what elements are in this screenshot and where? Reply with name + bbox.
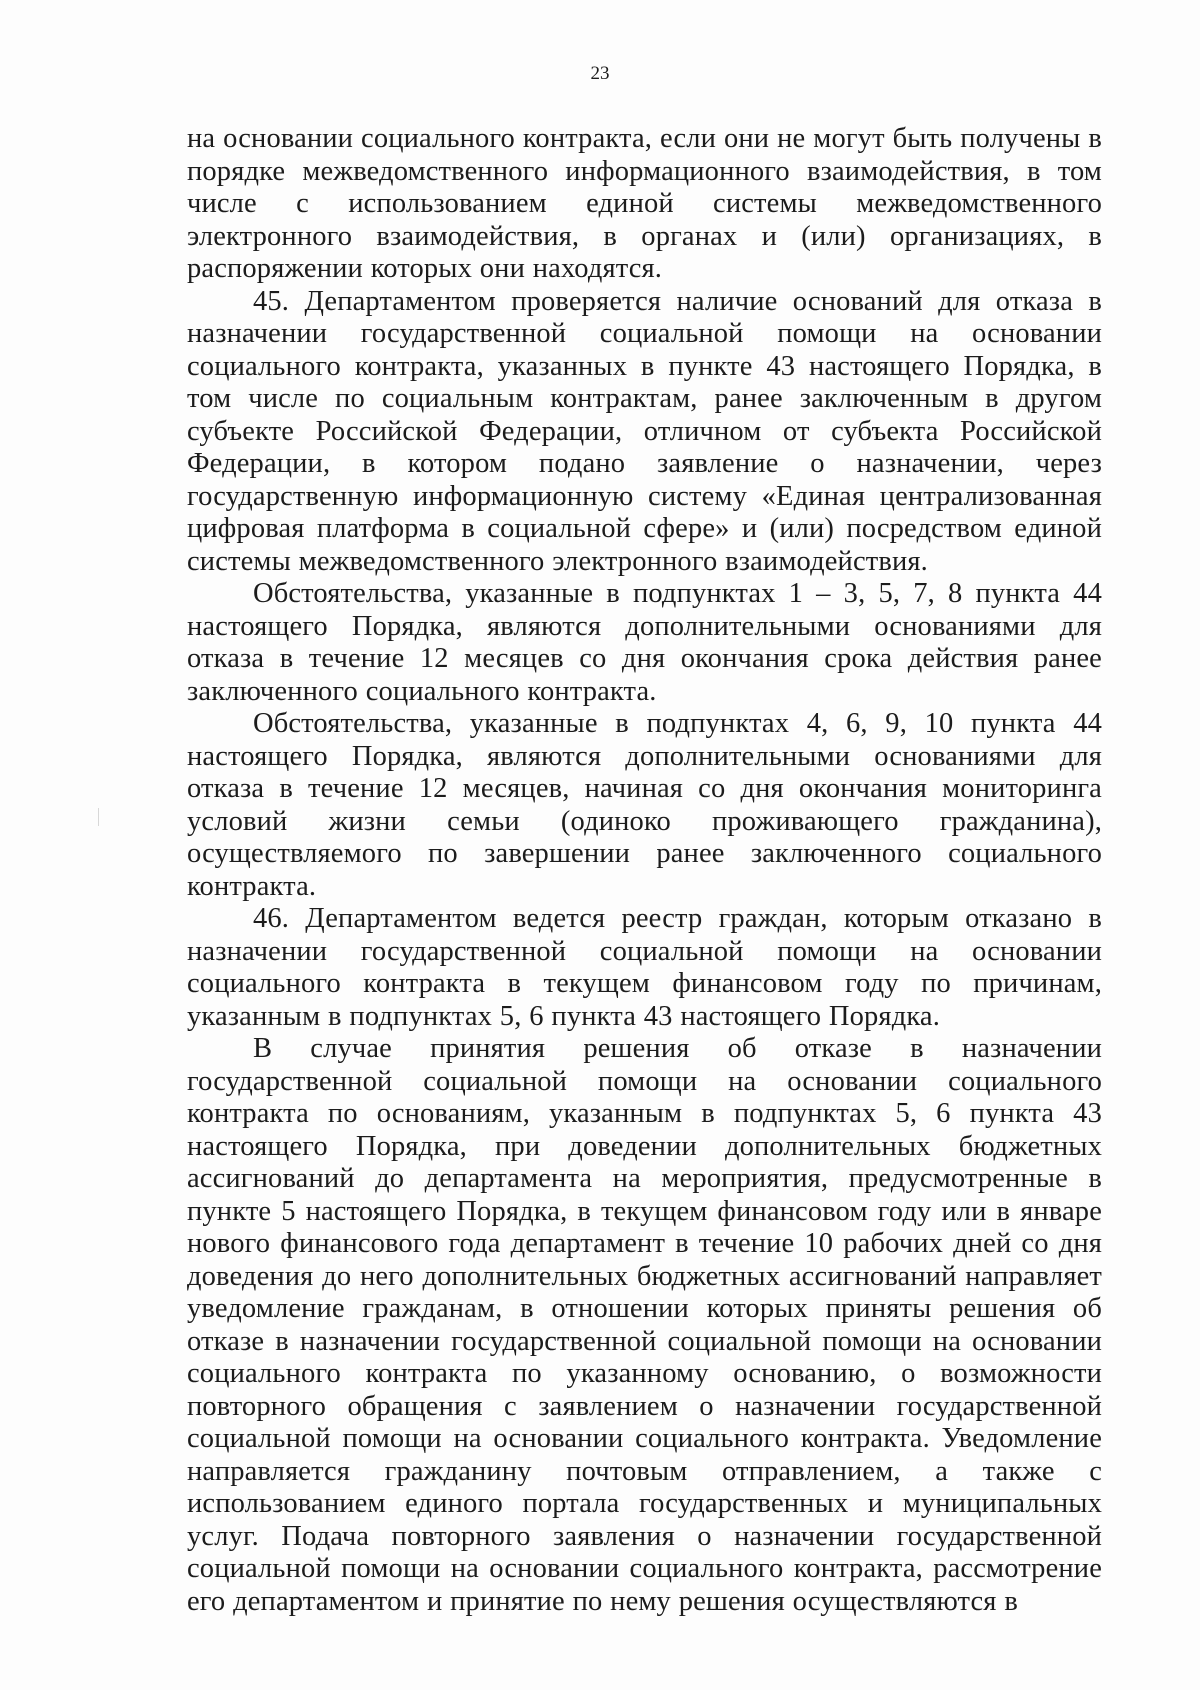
paragraph-circumstances-2: Обстоятельства, указанные в подпунктах 4, 6, 9, 10 пункта 44 настоящего Порядка, являются дополнительными основаниями для отказа в течение 12 месяцев, начиная со дня окончания мониторинга условий жизни семьи (одиноко проживающего гражданина), осуществляемого по завершении ранее заключенного социального контракта. — [187, 708, 1102, 902]
paragraph-circumstances-1: Обстоятельства, указанные в подпунктах 1 – 3, 5, 7, 8 пункта 44 настоящего Порядка, являются дополнительными основаниями для отказа в течение 12 месяцев со дня окончания срока действия ранее заключенного социального контракта. — [187, 578, 1102, 707]
paragraph-continuation: на основании социального контракта, если они не могут быть получены в порядке межведомственного информационного взаимодействия, в том числе с использованием единой системы межведомственного электронного взаимодействия, в органах и (или) организациях, в распоряжении которых они находятся. — [187, 123, 1102, 284]
paragraph-item-46: 46. Департаментом ведется реестр граждан, которым отказано в назначении государственной социальной помощи на основании социального контракта в текущем финансовом году по причинам, указанным в подпунктах 5, 6 пункта 43 настоящего Порядка. — [187, 903, 1102, 1032]
paragraph-refusal-case: В случае принятия решения об отказе в назначении государственной социальной помощи на основании социального контракта по основаниям, указанным в подпунктах 5, 6 пункта 43 настоящего Порядка, при доведении дополнительных бюджетных ассигнований до департамента на мероприятия, предусмотренные в пункте 5 настоящего Порядка, в текущем финансовом году или в январе нового финансового года департамент в течение 10 рабочих дней со дня доведения до него дополнительных бюджетных ассигнований направляет уведомление гражданам, в отношении которых приняты решения об отказе в назначении государственной социальной помощи на основании социального контракта по указанному основанию, о возможности повторного обращения с заявлением о назначении государственной социальной помощи на основании социального контракта. Уведомление направляется гражданину почтовым отправлением, а также с использованием единого портала государственных и муниципальных услуг. Подача повторного заявления о назначении государственной социальной помощи на основании социального контракта, рассмотрение его департаментом и принятие по нему решения осуществляются в — [187, 1033, 1102, 1617]
page-number: 23 — [590, 63, 610, 84]
margin-mark — [98, 808, 99, 826]
document-body — [187, 123, 1102, 1618]
paragraph-item-45: 45. Департаментом проверяется наличие оснований для отказа в назначении государственной социальной помощи на основании социального контракта, указанных в пункте 43 настоящего Порядка, в том числе по социальным контрактам, ранее заключенным в другом субъекте Российской Федерации, отличном от субъекта Российской Федерации, в котором подано заявление о назначении, через государственную информационную систему «Единая централизованная цифровая платформа в социальной сфере» и (или) посредством единой системы межведомственного электронного взаимодействия. — [187, 285, 1102, 577]
